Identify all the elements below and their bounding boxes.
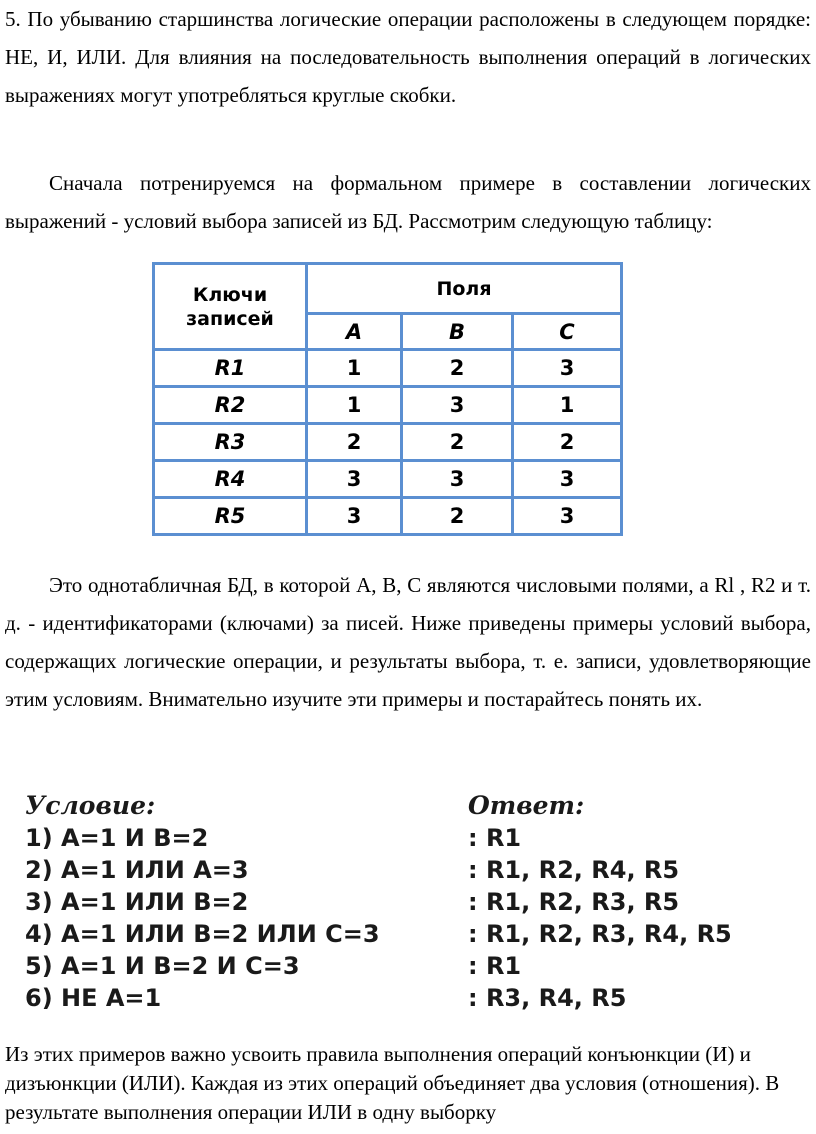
row-key: R2: [154, 387, 307, 424]
condition-item: 4) A=1 ИЛИ B=2 ИЛИ C=3: [25, 920, 380, 948]
cell-a: 1: [307, 387, 402, 424]
conditions-list: [25, 790, 380, 1014]
table-header-fields: Поля: [307, 264, 622, 314]
answer-item: : R1, R2, R3, R4, R5: [468, 920, 732, 948]
condition-item: 5) A=1 И B=2 И C=3: [25, 952, 300, 980]
cell-c: 1: [513, 387, 622, 424]
cell-c: 3: [513, 461, 622, 498]
cell-a: 1: [307, 350, 402, 387]
paragraph-conjunction-rules: Из этих примеров важно усвоить правила выполнения операций конъюнкции (И) и дизъюнкции (ИЛИ). Каждая из этих операций объединяет два условия (отношения). В результате выполнения операции ИЛИ в одну выборку: [5, 1042, 780, 1124]
table-row: [154, 461, 622, 498]
answer-item: : R1: [468, 824, 522, 852]
cell-a: 3: [307, 498, 402, 535]
table-row: [154, 424, 622, 461]
answer-item: : R1, R2, R4, R5: [468, 856, 680, 884]
condition-item: 6) НЕ A=1: [25, 984, 162, 1012]
answers-list: [468, 790, 732, 1014]
condition-item: 3) A=1 ИЛИ B=2: [25, 888, 249, 916]
table-header-keys: Ключи записей: [154, 264, 307, 350]
row-key: R3: [154, 424, 307, 461]
table-column-b: B: [402, 314, 513, 350]
table-row: [154, 498, 622, 535]
cell-b: 3: [402, 461, 513, 498]
database-table: [152, 262, 623, 536]
cell-b: 2: [402, 350, 513, 387]
table-row: [154, 350, 622, 387]
paragraph-db-explanation: Это однотабличная БД, в которой А, В, С являются числовыми полями, а Rl , R2 и т. д. - идентификаторами (ключами) за писей. Ниже приведены примеры условий выбора, содержащих логические операции, и результаты выбора, т. е. записи, удовлетворяющие этим условиям. Внимательно изучите эти примеры и постарайтесь понять их.: [5, 573, 811, 711]
cell-c: 3: [513, 350, 622, 387]
cell-b: 2: [402, 424, 513, 461]
answer-item: : R1, R2, R3, R5: [468, 888, 680, 916]
table-column-c: C: [513, 314, 622, 350]
cell-a: 2: [307, 424, 402, 461]
row-key: R1: [154, 350, 307, 387]
row-key: R5: [154, 498, 307, 535]
table-column-a: A: [307, 314, 402, 350]
cell-b: 2: [402, 498, 513, 535]
conditions-header: Условие:: [25, 791, 156, 820]
answer-item: : R1: [468, 952, 522, 980]
cell-b: 3: [402, 387, 513, 424]
cell-c: 2: [513, 424, 622, 461]
condition-item: 2) A=1 ИЛИ A=3: [25, 856, 249, 884]
condition-item: 1) A=1 И B=2: [25, 824, 209, 852]
cell-c: 3: [513, 498, 622, 535]
table-row: [154, 387, 622, 424]
paragraph-operations-order: 5. По убыванию старшинства логические операции расположены в следующем порядке: НЕ, И, ИЛИ. Для влияния на последовательность выполнения операций в логических выражениях могут употребляться круглые скобки.: [5, 7, 811, 107]
answers-header: Ответ:: [468, 791, 585, 820]
answer-item: : R3, R4, R5: [468, 984, 627, 1012]
cell-a: 3: [307, 461, 402, 498]
paragraph-intro-table: Сначала потренируемся на формальном примере в составлении логических выражений - условий выбора записей из БД. Рассмотрим следующую таблицу:: [5, 171, 811, 233]
row-key: R4: [154, 461, 307, 498]
